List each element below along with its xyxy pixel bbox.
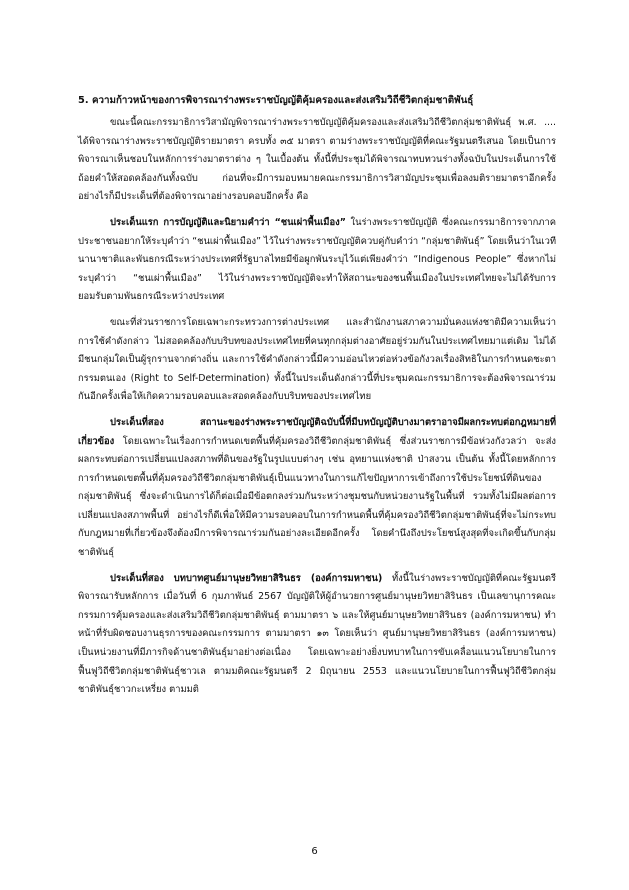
paragraph-text: ขณะนี้คณะกรรมาธิการวิสามัญพิจารณาร่างพระราชบัญญัติคุ้มครองและส่งเสริมวิถีชีวิตกลุ่มชาติพันธุ์ พ.ศ. .... ได้พิจารณาร่างพระราชบัญญัติรายมาตรา ครบทั้ง ๓๕ มาตรา ตามร่างพระราชบัญญัติที่คณะรัฐมนตรีเสนอ โดยเป็นการพิจารณาเห็นชอบในหลักการร่างมาตราต่าง ๆ ในเบื้องต้น ทั้งนี้ที่ประชุมได้พิจารณาทบทวนร่างทั้งฉบับในประเด็นการใช้ถ้อยคำให้สอดคล้องกันทั้งฉบับ ก่อนที่จะมีการมอบหมายคณะกรรมาธิการวิสามัญประชุมเพื่อลงมติรายมาตราอีกครั้ง อย่างไรก็มีประเด็นที่ต้องพิจารณาอย่างรอบคอบอีกครั้ง คือ (78, 117, 556, 203)
paragraph-issue-two (78, 414, 556, 563)
paragraph-intro (78, 114, 556, 207)
paragraph-lead: ประเด็นที่สอง บทบาทศูนย์มานุษยวิทยาสิรินธร (องค์การมหาชน) (110, 572, 383, 584)
paragraph-text: โดยเฉพาะในเรื่องการกำหนดเขตพื้นที่คุ้มครองวิถีชีวิตกลุ่มชาติพันธุ์ ซึ่งส่วนราชการมีข้อห่วงกังวลว่า จะส่งผลกระทบต่อการเปลี่ยนแปลงสภาพที่ดินของรัฐในรูปแบบต่างๆ เช่น อุทยานแห่งชาติ ป่าสงวน เป็นต้น ทั้งนี้โดยหลักการการกำหนดเขตพื้นที่คุ้มครองวิถีชีวิตกลุ่มชาติพันธุ์เป็นแนวทางในการแก้ไขปัญหาการเข้าถึงการใช้ประโยชน์ที่ดินของกลุ่มชาติพันธุ์ ซึ่งจะดำเนินการได้ก็ต่อเมื่อมีข้อตกลงร่วมกันระหว่างชุมชนกับหน่วยงานรัฐในพื้นที่ รวมทั้งไม่มีผลต่อการเปลี่ยนแปลงสภาพพื้นที่ อย่างไรก็ดีเพื่อให้มีความรอบคอบในการกำหนดพื้นที่คุ้มครองวิถีชีวิตกลุ่มชาติพันธุ์ที่จะไม่กระทบกับกฎหมายที่เกี่ยวข้องจึงต้องมีการพิจารณาร่วมกันอย่างละเอียดอีกครั้ง โดยคำนึงถึงประโยชน์สูงสุดที่จะเกิดขึ้นกับกลุ่มชาติพันธุ์ (78, 435, 556, 559)
paragraph-text: ทั้งนี้ในร่างพระราชบัญญัติที่คณะรัฐมนตรีพิจารณารับหลักการ เมื่อวันที่ 6 กุมภาพันธ์ 2567 บัญญัติให้ผู้อำนวยการศูนย์มานุษยวิทยาสิรินธร เป็นเลขานุการคณะกรรมการคุ้มครองและส่งเสริมวิถีชีวิตกลุ่มชาติพันธุ์ ตามมาตรา ๖ และให้ศูนย์มานุษยวิทยาสิรินธร (องค์การมหาชน) ทำหน้าที่รับผิดชอบงานธุรการของคณะกรรมการ ตามมาตรา ๑๓ โดยเห็นว่า ศูนย์มานุษยวิทยาสิรินธร (องค์การมหาชน) เป็นหน่วยงานที่มีภารกิจด้านชาติพันธุ์มาอย่างต่อเนื่อง โดยเฉพาะอย่างยิ่งบทบาทในการขับเคลื่อนแนวนโยบายในการฟื้นฟูวิถีชีวิตกลุ่มชาติพันธุ์ชาวเล ตามมติคณะรัฐมนตรี 2 มิถุนายน 2553 และแนวนโยบายในการฟื้นฟูวิถีชีวิตกลุ่มชาติพันธุ์ชาวกะเหรี่ยง ตามมติ (78, 572, 557, 696)
paragraph-text: ขณะที่ส่วนราชการโดยเฉพาะกระทรวงการต่างประเทศ และสำนักงานสภาความมั่นคงแห่งชาติมีความเห็นว่า การใช้คำดังกล่าว ไม่สอดคล้องกับบริบทของประเทศไทยที่คนทุกกลุ่มต่างอาศัยอยู่ร่วมกันในประเทศไทยมาแต่เดิม ไม่ได้มีชนกลุ่มใดเป็นผู้รุกรานจากต่างถิ่น และการใช้คำดังกล่าวนี้มีความอ่อนไหวต่อห่วงข้อกังวลเรื่องสิทธิในการกำหนดชะตากรรมตนเอง (Right to Self-Determination) ทั้งนี้ในประเด็นดังกล่าวนี้ที่ประชุมคณะกรรมาธิการจะต้องพิจารณาร่วมกันอีกครั้งเพื่อให้เกิดความรอบคอบและสอดคล้องกับบริบทของประเทศไทย (78, 316, 556, 403)
document-page (78, 92, 556, 707)
paragraph-lead: ประเด็นแรก การบัญญัติและนิยามคำว่า “ชนเผ่าพื้นเมือง” (110, 216, 346, 228)
paragraph-issue-one (78, 214, 556, 307)
page-number: 6 (311, 846, 318, 857)
paragraph-text: ในร่างพระราชบัญญัติ ซึ่งคณะกรรมาธิการจากภาคประชาชนอยากให้ระบุคำว่า “ชนเผ่าพื้นเมือง” ไว้ในร่างพระราชบัญญัติควบคู่กับคำว่า “กลุ่มชาติพันธุ์” โดยเห็นว่าในเวทีนานาชาติและพันธกรณีระหว่างประเทศที่รัฐบาลไทยมีข้อผูกพันระบุไว้แต่เพียงคำว่า “Indigenous People” ซึ่งหากไม่ระบุคำว่า “ชนเผ่าพื้นเมือง” ไว้ในร่างพระราชบัญญัติจะทำให้สถานะของชนพื้นเมืองในประเทศไทยจะไม่ได้รับการยอมรับตามพันธกรณีระหว่างประเทศ (78, 216, 557, 303)
paragraph-lead: ประเด็นที่สอง สถานะของร่างพระราชบัญญัติฉบับนี้ที่มีบทบัญญัติบางมาตราอาจมีผลกระทบต่อกฎหมายที่เกี่ยวข้อง (78, 416, 556, 447)
section-heading: 5. ความก้าวหน้าของการพิจารณาร่างพระราชบัญญัติคุ้มครองและส่งเสริมวิถีชีวิตกลุ่มชาติพันธุ์ (78, 95, 474, 106)
paragraph-issue-three (78, 570, 556, 700)
paragraph-agency-view (78, 314, 556, 407)
